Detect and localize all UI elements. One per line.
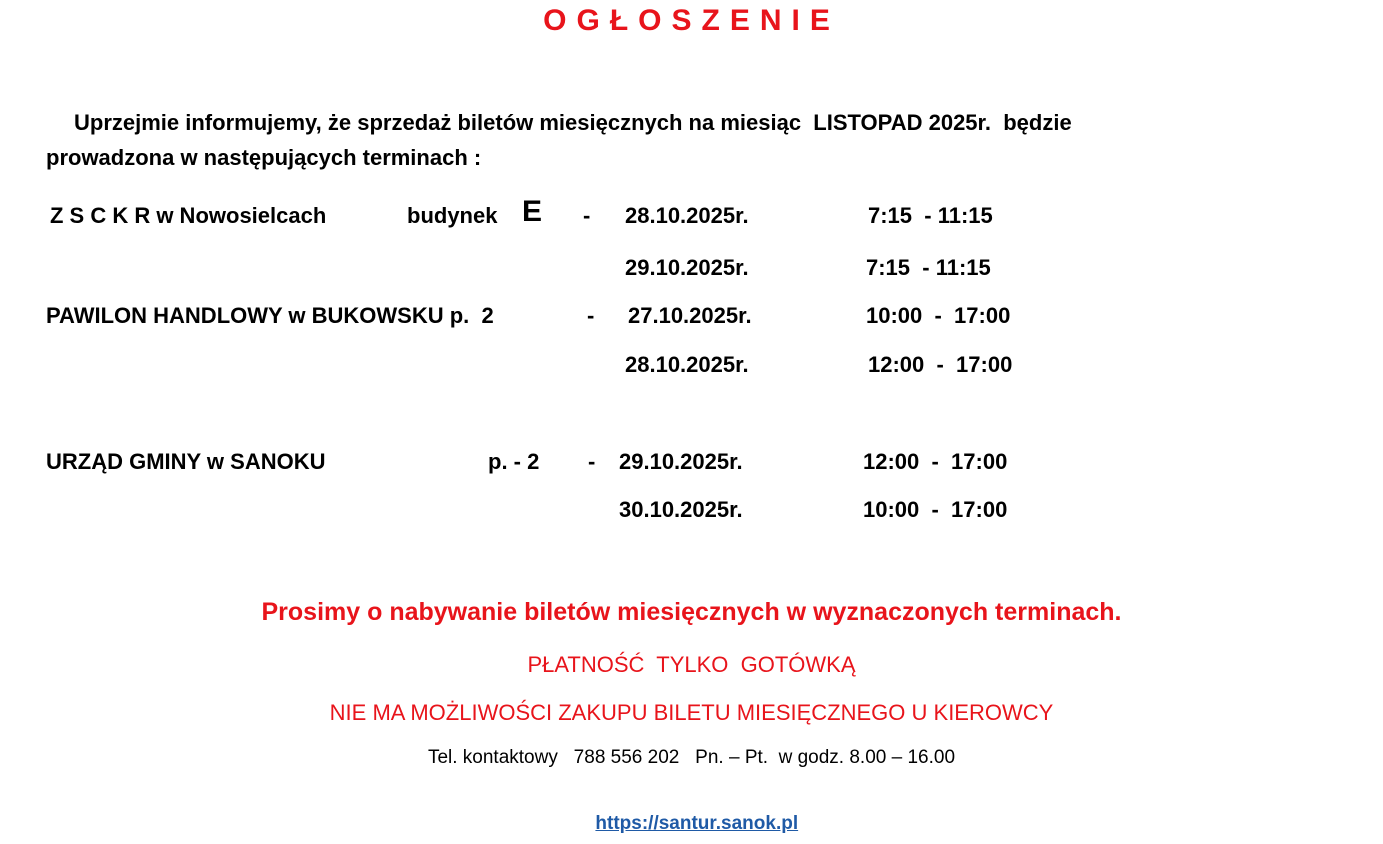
room-number: p. - 2 [488,449,540,474]
slot-hours: 7:15 - 11:15 [868,203,993,228]
slot-hours: 10:00 - 17:00 [863,497,1008,522]
payment-notice: PŁATNOŚĆ TYLKO GOTÓWKĄ [527,652,856,677]
location-name-nowosielce: Z S C K R w Nowosielcach [50,203,327,228]
website-link[interactable]: https://santur.sanok.pl [595,813,799,834]
no-driver-notice: NIE MA MOŻLIWOŚCI ZAKUPU BILETU MIESIĘCZNEGO U KIEROWCY [329,700,1054,725]
slot-date: 28.10.2025r. [625,203,749,228]
location-name-bukowsko: PAWILON HANDLOWY w BUKOWSKU p. 2 [46,303,494,328]
building-code: E [522,195,543,228]
contact-info: Tel. kontaktowy 788 556 202 Pn. – Pt. w godz. 8.00 – 16.00 [427,747,956,768]
slot-hours: 12:00 - 17:00 [863,449,1008,474]
slot-hours: 10:00 - 17:00 [866,303,1011,328]
slot-date: 29.10.2025r. [625,255,749,280]
page-title: OGŁOSZENIE [543,4,840,37]
building-label: budynek [407,203,498,228]
slot-date: 28.10.2025r. [625,352,749,377]
slot-hours: 7:15 - 11:15 [866,255,991,280]
dash-separator: - [583,203,591,228]
purchase-notice: Prosimy o nabywanie biletów miesięcznych w wyznaczonych terminach. [261,598,1122,626]
location-name-sanok: URZĄD GMINY w SANOKU [46,449,326,474]
slot-hours: 12:00 - 17:00 [868,352,1013,377]
dash-separator: - [588,449,596,474]
slot-date: 30.10.2025r. [619,497,743,522]
slot-date: 27.10.2025r. [628,303,752,328]
intro-line-2: prowadzona w następujących terminach : [46,145,482,170]
intro-line-1: Uprzejmie informujemy, że sprzedaż biletów miesięcznych na miesiąc LISTOPAD 2025r. będzie [74,110,1072,135]
slot-date: 29.10.2025r. [619,449,743,474]
dash-separator: - [587,303,595,328]
website-link-container [0,791,1383,835]
